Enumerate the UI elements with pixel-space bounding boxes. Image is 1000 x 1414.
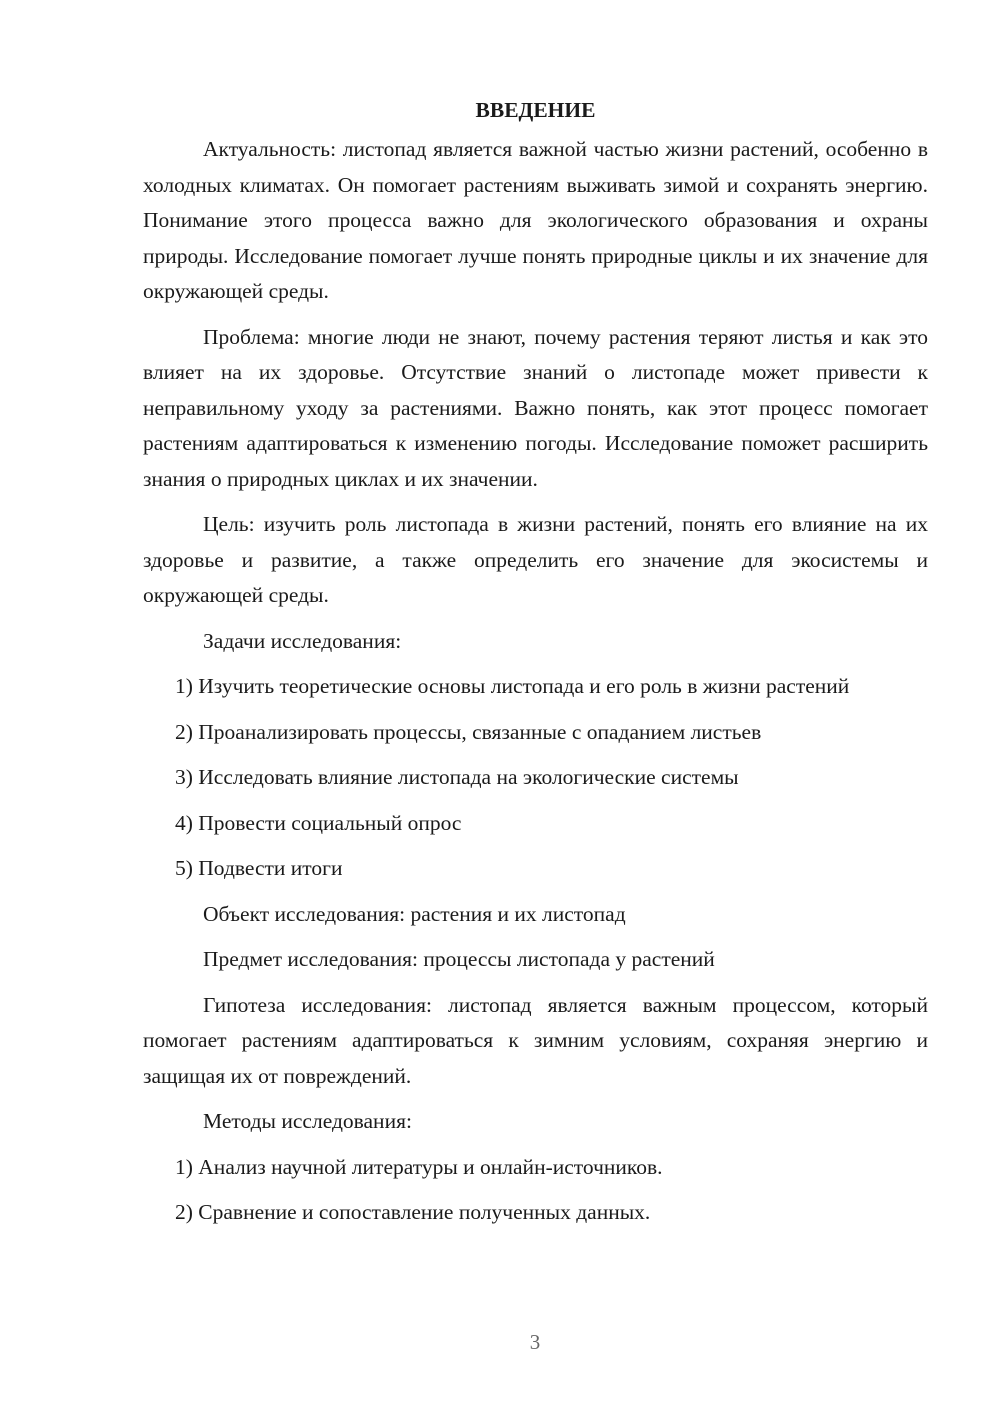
tasks-heading: Задачи исследования: bbox=[203, 628, 402, 653]
object-line: Объект исследования: растения и их листопад bbox=[203, 901, 626, 926]
task-item-3: 3) Исследовать влияние листопада на экологические системы bbox=[175, 765, 739, 789]
task-item-5: 5) Подвести итоги bbox=[175, 856, 343, 880]
method-item-2: 2) Сравнение и сопоставление полученных данных. bbox=[175, 1200, 651, 1224]
subject-line: Предмет исследования: процессы листопада у растений bbox=[203, 947, 715, 971]
problem-paragraph: Проблема: многие люди не знают, почему растения теряют листья и как это влияет на их здоровье. Отсутствие знаний о листопаде может привести к неправильному уходу за растениями. Важно понять, как этот процесс помогает растениям адаптироваться к изменению погоды. Исследование поможет расширить знания о природных циклах и их значении. bbox=[143, 324, 928, 491]
section-title: ВВЕДЕНИЕ bbox=[475, 98, 596, 122]
task-item-2: 2) Проанализировать процессы, связанные с опаданием листьев bbox=[175, 719, 762, 744]
method-item-1: 1) Анализ научной литературы и онлайн-источников. bbox=[175, 1154, 663, 1179]
task-item-4: 4) Провести социальный опрос bbox=[175, 810, 462, 835]
relevance-paragraph: Актуальность: листопад является важной частью жизни растений, особенно в холодных климатах. Он помогает растениям выживать зимой и сохранять энергию. Понимание этого процесса важно для экологического образования и охраны природы. Исследование помогает лучше понять природные циклы и их значение для окружающей среды. bbox=[143, 137, 928, 303]
methods-heading: Методы исследования: bbox=[203, 1109, 412, 1133]
goal-paragraph: Цель: изучить роль листопада в жизни растений, понять его влияние на их здоровье и развитие, а также определить его значение для экосистемы и окружающей среды. bbox=[143, 512, 928, 607]
hypothesis-paragraph: Гипотеза исследования: листопад является важным процессом, который помогает растениям адаптироваться к зимним условиям, сохраняя энергию и защищая их от повреждений. bbox=[143, 992, 928, 1088]
page-number: 3 bbox=[529, 1330, 541, 1354]
document-page bbox=[143, 92, 928, 1241]
task-item-1: 1) Изучить теоретические основы листопада и его роль в жизни растений bbox=[175, 674, 850, 698]
